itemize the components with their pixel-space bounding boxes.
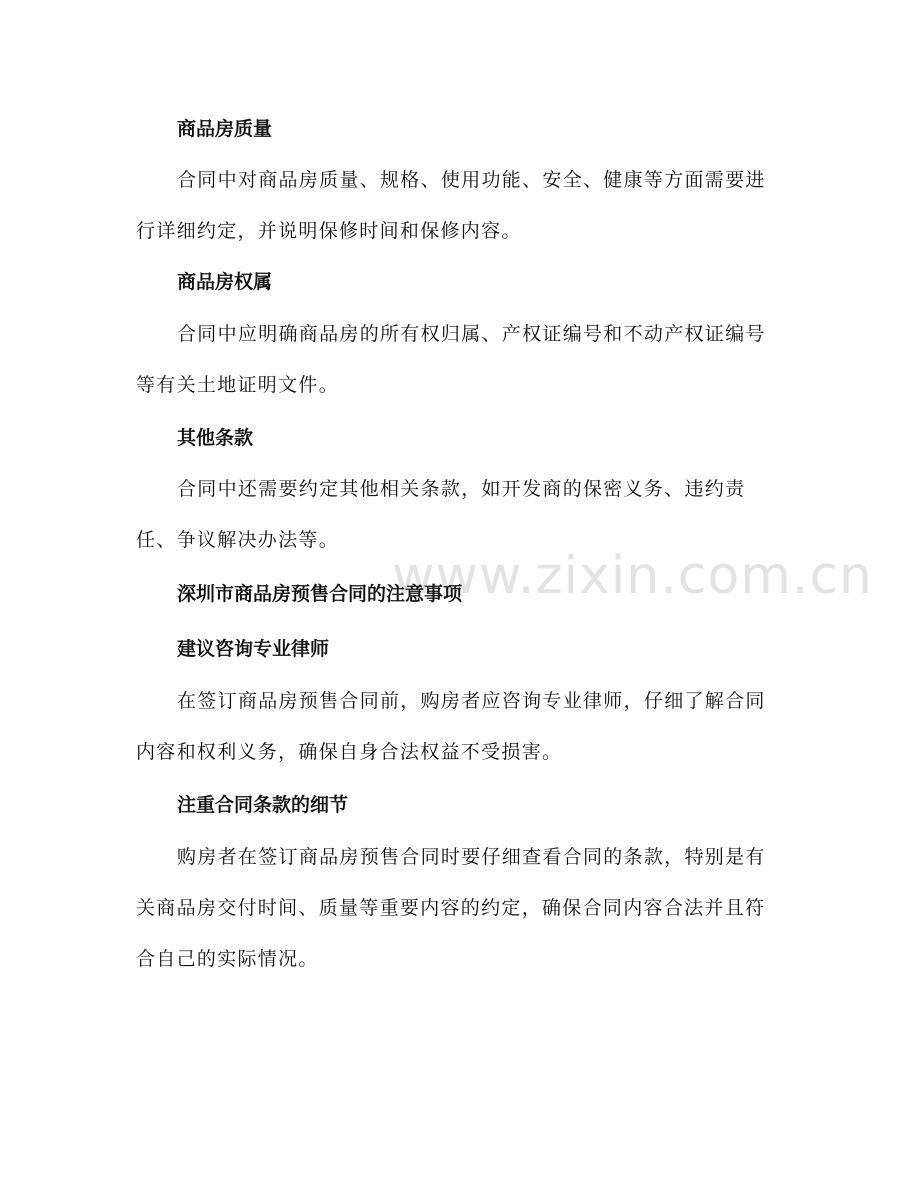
- section-heading-quality: 商品房质量: [177, 118, 273, 140]
- section-paragraph-quality: [136, 155, 776, 257]
- section-paragraph-other-terms: [136, 464, 776, 566]
- watermark: www.zixin.com.cn: [392, 546, 873, 606]
- paragraph-text: 购房者在签订商品房预售合同时要仔细查看合同的条款，特别是有关商品房交付时间、质量等重要内容的约定，确保合同内容合法并且符合自己的实际情况。: [136, 846, 766, 970]
- section-heading-contract-details: 注重合同条款的细节: [177, 794, 349, 816]
- paragraph-text: 合同中还需要约定其他相关条款，如开发商的保密义务、违约责任、争议解决办法等。: [136, 478, 746, 551]
- paragraph-text: 在签订商品房预售合同前，购房者应咨询专业律师，仔细了解合同内容和权利义务，确保自身合法权益不受损害。: [136, 690, 766, 763]
- section-heading-notes: 深圳市商品房预售合同的注意事项: [177, 583, 463, 605]
- section-heading-other-terms: 其他条款: [177, 427, 254, 449]
- paragraph-text: 合同中对商品房质量、规格、使用功能、安全、健康等方面需要进行详细约定，并说明保修时间和保修内容。: [136, 169, 766, 242]
- section-paragraph-ownership: [136, 309, 776, 411]
- paragraph-text: 合同中应明确商品房的所有权归属、产权证编号和不动产权证编号等有关土地证明文件。: [136, 323, 766, 396]
- section-paragraph-contract-details: [136, 832, 776, 985]
- section-heading-ownership: 商品房权属: [177, 271, 273, 293]
- section-paragraph-consult-lawyer: [136, 676, 776, 778]
- section-heading-consult-lawyer: 建议咨询专业律师: [177, 638, 330, 660]
